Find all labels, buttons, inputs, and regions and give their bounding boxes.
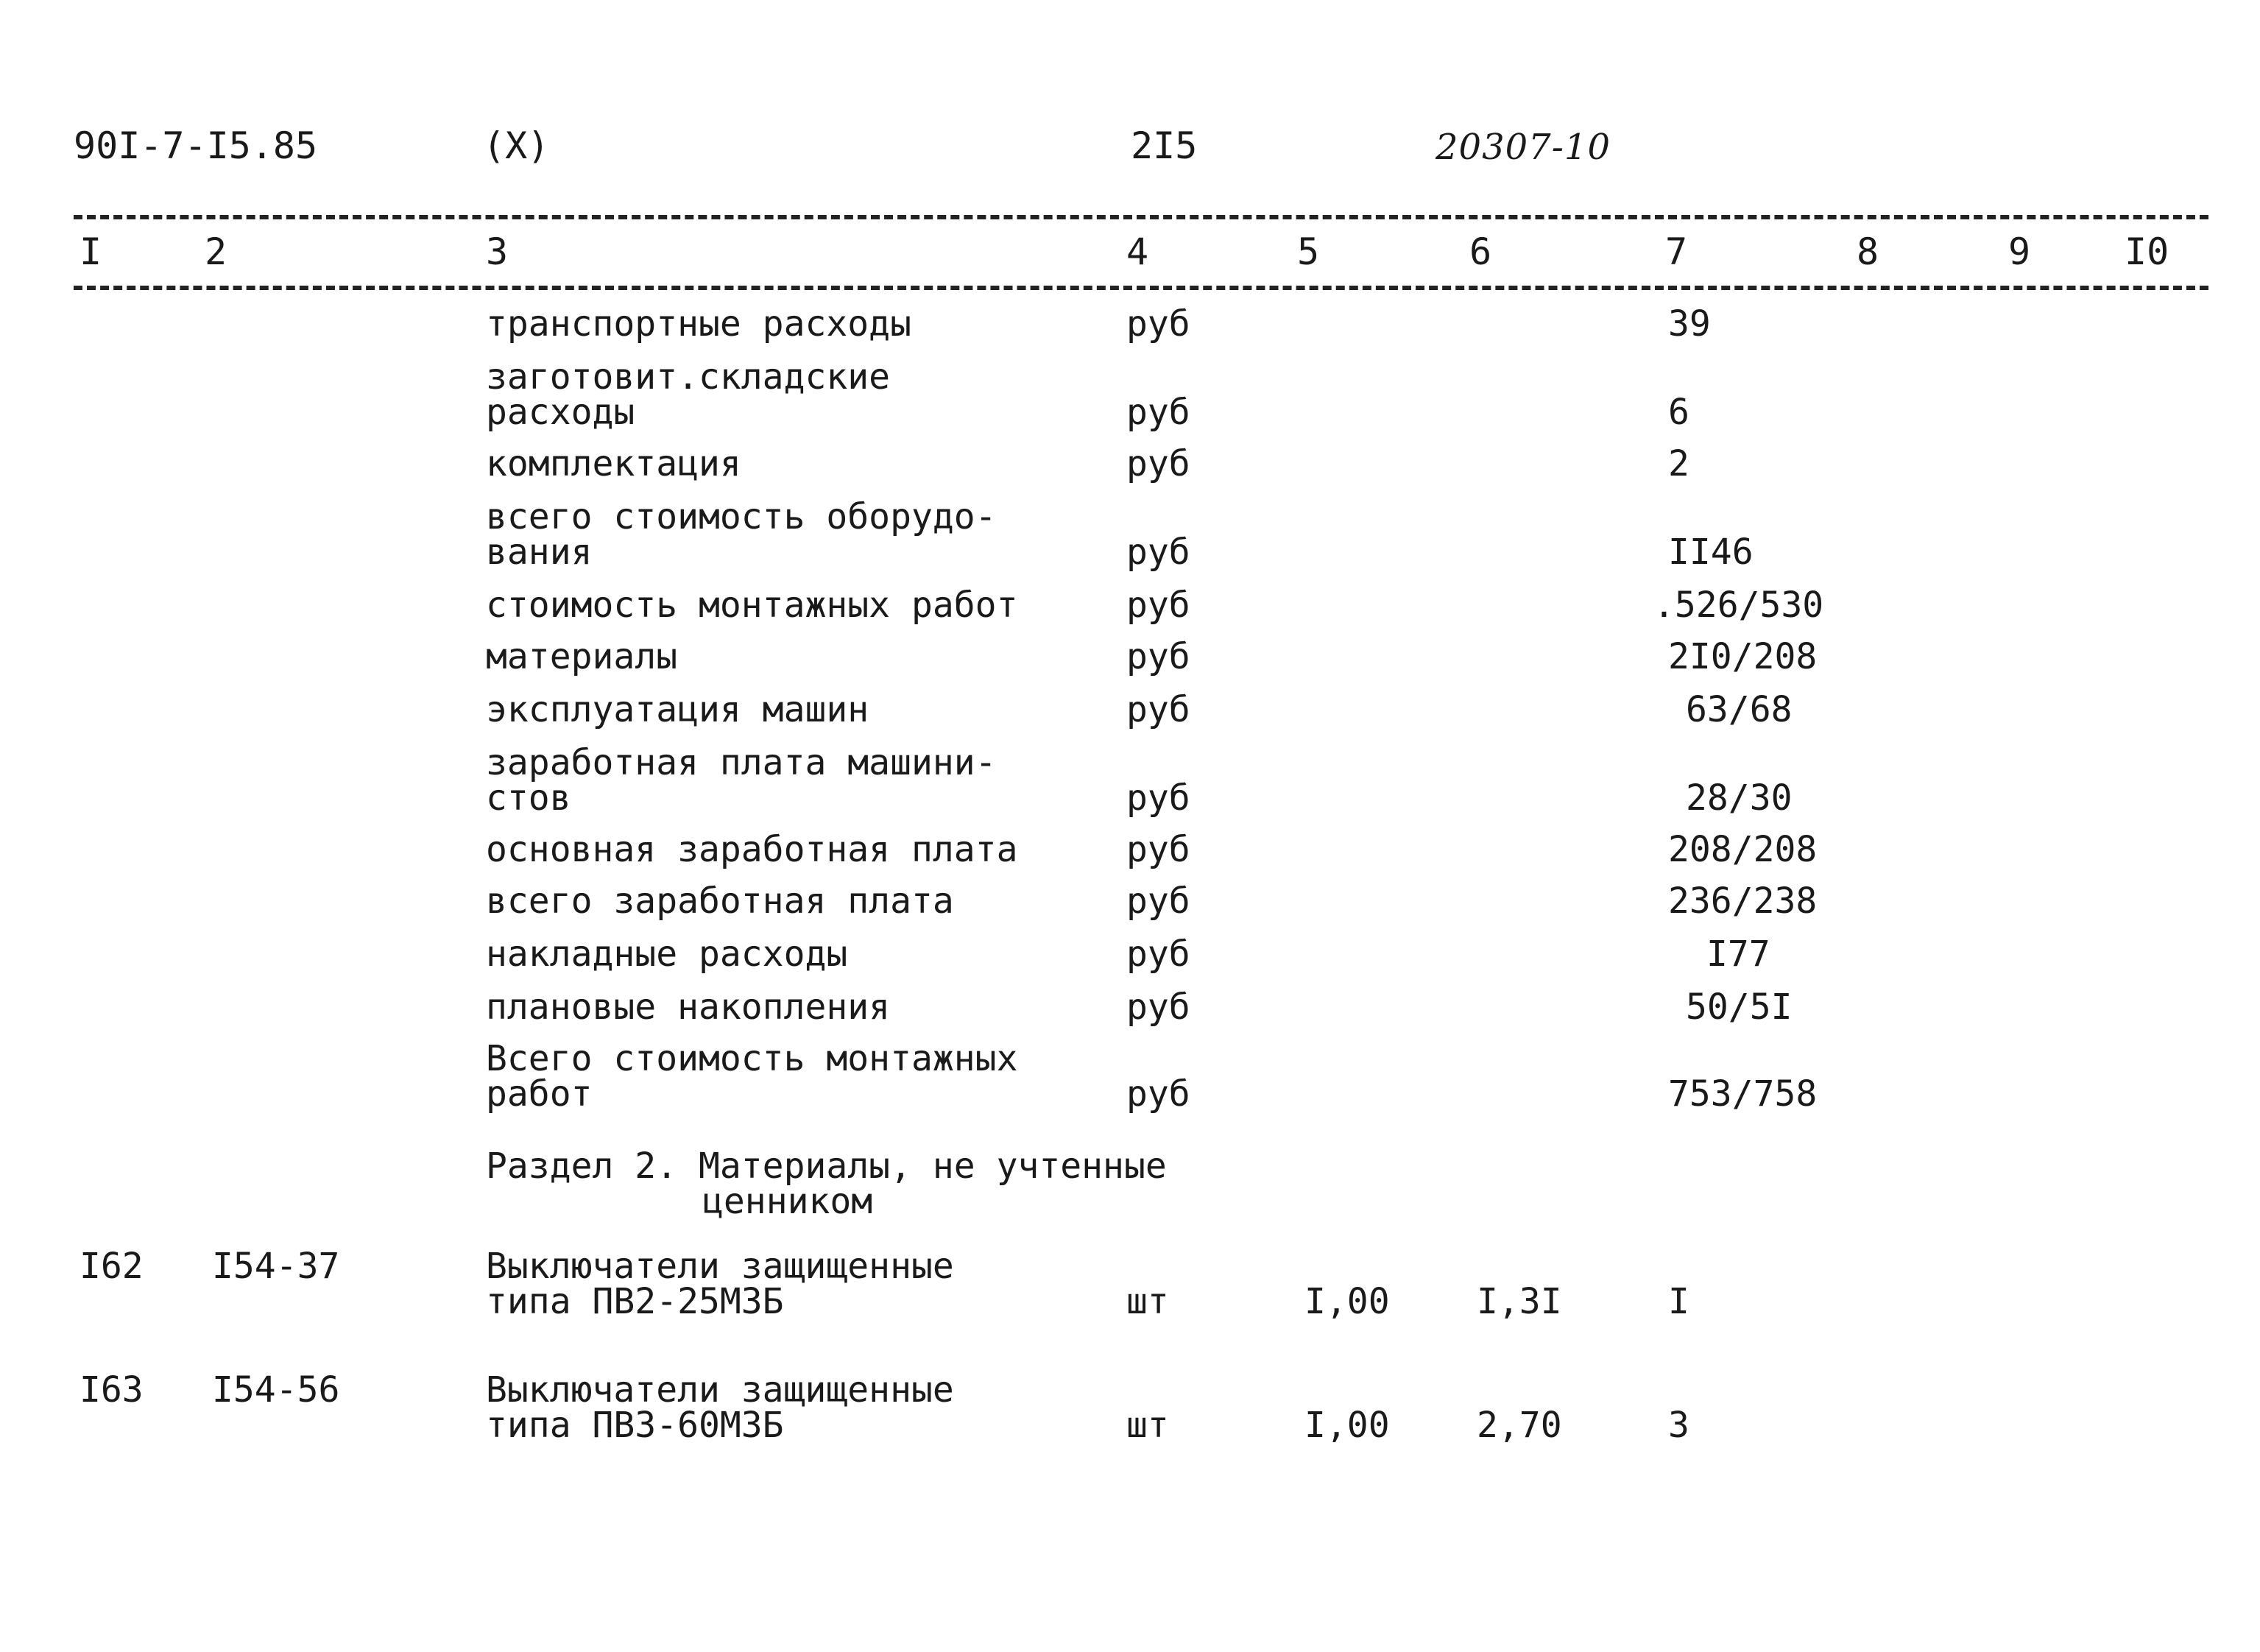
row-unit: руб: [1126, 392, 1190, 433]
row-value: 39: [1668, 303, 1711, 345]
row-unit: руб: [1126, 986, 1190, 1028]
row-value: 2: [1668, 443, 1689, 484]
row-description: заготовит.складские расходы: [486, 356, 891, 433]
column-header-top-rule: [74, 215, 2208, 219]
row-unit: руб: [1126, 689, 1190, 730]
row-unit: руб: [1126, 933, 1190, 975]
row-description: Всего стоимость монтажных работ: [486, 1038, 1018, 1115]
row-description: стоимость монтажных работ: [486, 585, 1018, 626]
row-unit: руб: [1126, 636, 1190, 677]
column-number-3: 3: [486, 230, 509, 273]
row-value: 28/30: [1686, 777, 1793, 819]
column-number-4: 4: [1126, 230, 1149, 273]
column-number-2: 2: [205, 230, 227, 273]
row-description: транспортные расходы: [486, 303, 911, 345]
doc-code: 90I-7-I5.85: [74, 124, 318, 167]
column-number-10: I0: [2125, 230, 2169, 273]
row-unit: руб: [1126, 777, 1190, 819]
row-position-number: I62: [80, 1246, 144, 1287]
row-value: 236/238: [1668, 880, 1818, 922]
row-position-number: I63: [80, 1369, 144, 1411]
page-number: 2I5: [1131, 124, 1198, 167]
row-description: основная заработная плата: [486, 829, 1018, 870]
row-description: материалы: [486, 636, 678, 677]
row-value: II46: [1668, 532, 1754, 573]
row-unit: руб: [1126, 303, 1190, 345]
row-description: Выключатели защищенные типа ПВ2-25М3Б: [486, 1246, 954, 1322]
row-quantity: I,00: [1304, 1405, 1390, 1446]
column-number-8: 8: [1857, 230, 1879, 273]
row-unit: руб: [1126, 829, 1190, 870]
row-unit: руб: [1126, 1073, 1190, 1115]
row-value: 3: [1668, 1405, 1689, 1446]
row-unit: руб: [1126, 585, 1190, 626]
row-price-code: I54-37: [212, 1246, 340, 1287]
column-number-1: I: [80, 230, 102, 273]
row-quantity: I,00: [1304, 1281, 1390, 1322]
doc-marker: (X): [483, 124, 550, 167]
row-description: всего стоимость оборудо- вания: [486, 496, 997, 573]
row-description: плановые накопления: [486, 986, 891, 1028]
column-header-bottom-rule: [74, 286, 2208, 290]
column-number-6: 6: [1469, 230, 1492, 273]
row-value: 2I0/208: [1668, 636, 1818, 677]
section-title-continuation: ценником: [702, 1181, 873, 1222]
column-number-9: 9: [2008, 230, 2031, 273]
column-number-7: 7: [1665, 230, 1688, 273]
row-description: накладные расходы: [486, 933, 848, 975]
row-value: .526/530: [1653, 585, 1824, 626]
row-value: 753/758: [1668, 1073, 1818, 1115]
row-description: эксплуатация машин: [486, 689, 869, 730]
row-description: Выключатели защищенные типа ПВ3-60М3Б: [486, 1369, 954, 1446]
column-number-5: 5: [1297, 230, 1320, 273]
handwritten-reference: 20307-10: [1436, 127, 1611, 168]
row-unit: руб: [1126, 880, 1190, 922]
row-unit: руб: [1126, 532, 1190, 573]
row-unit-price: I,3I: [1477, 1281, 1562, 1322]
row-description: комплектация: [486, 443, 741, 484]
row-value: I: [1668, 1281, 1689, 1322]
row-value: 50/5I: [1686, 986, 1793, 1028]
row-value: 6: [1668, 392, 1689, 433]
row-value: 63/68: [1686, 689, 1793, 730]
row-unit: шт: [1126, 1281, 1169, 1322]
row-price-code: I54-56: [212, 1369, 340, 1411]
row-value: I77: [1706, 933, 1770, 975]
row-unit: руб: [1126, 443, 1190, 484]
row-description: всего заработная плата: [486, 880, 954, 922]
row-description: заработная плата машини- стов: [486, 742, 997, 819]
row-unit: шт: [1126, 1405, 1169, 1446]
section-title: Раздел 2. Материалы, не учтенные: [486, 1146, 1167, 1187]
row-value: 208/208: [1668, 829, 1818, 870]
row-unit-price: 2,70: [1477, 1405, 1562, 1446]
